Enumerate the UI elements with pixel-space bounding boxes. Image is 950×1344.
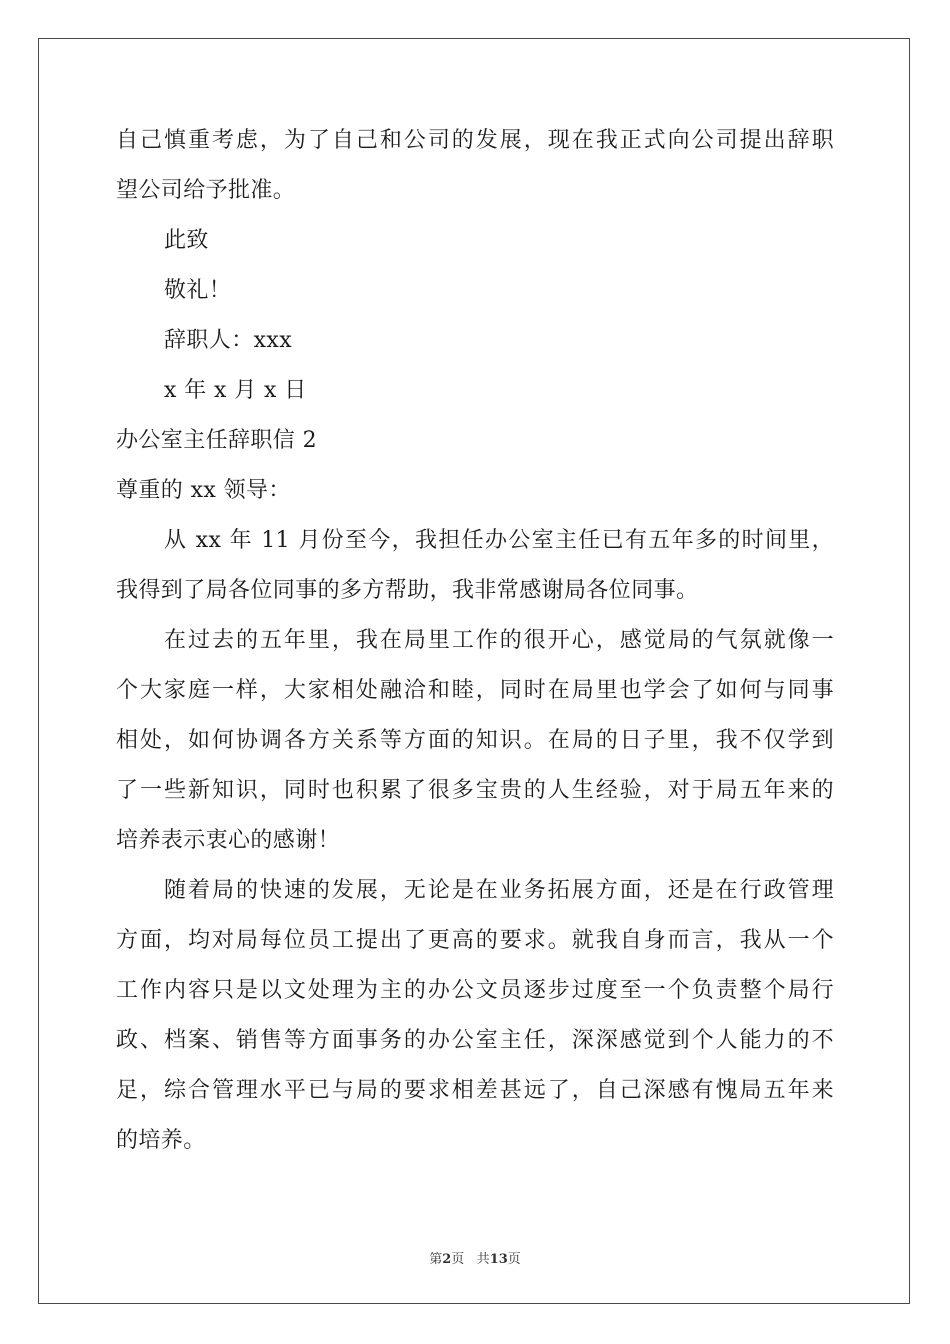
page-footer [0,1248,950,1267]
document-line: 工作内容只是以文处理为主的办公文员逐步过度至一个负责整个局行 [116,978,834,1003]
document-line: 足，综合管理水平已与局的要求相差甚远了，自己深感有愧局五年来 [116,1078,834,1103]
document-line: 在过去的五年里，我在局里工作的很开心，感觉局的气氛就像一 [164,628,834,653]
document-line: 个大家庭一样，大家相处融洽和睦，同时在局里也学会了如何与同事 [116,678,834,703]
document-line: 随着局的快速的发展，无论是在业务拓展方面，还是在行政管理 [164,878,834,903]
footer-page-prefix: 第 [429,1252,443,1267]
document-line: 望公司给予批准。 [116,178,296,203]
footer-page-total: 13 [489,1252,508,1267]
document-line: 方面，均对局每位员工提出了更高的要求。就我自身而言，我从一个 [116,928,834,953]
document-line: 我得到了局各位同事的多方帮助，我非常感谢局各位同事。 [116,578,699,603]
document-line: 办公室主任辞职信 2 [116,428,317,453]
document-line: 政、档案、销售等方面事务的办公室主任，深深感觉到个人能力的不 [116,1028,834,1053]
document-line: 此致 [164,228,209,253]
document-line: 敬礼！ [164,278,232,303]
document-line: 自己慎重考虑，为了自己和公司的发展，现在我正式向公司提出辞职 [116,128,834,153]
document-line: x 年 x 月 x 日 [164,378,307,403]
document-line: 辞职人：xxx [164,328,293,353]
document-line: 从 xx 年 11 月份至今，我担任办公室主任已有五年多的时间里， [164,528,834,553]
document-line: 了一些新知识，同时也积累了很多宝贵的人生经验，对于局五年来的 [116,778,834,803]
document-line: 的培养。 [116,1128,206,1153]
document-line: 相处，如何协调各方关系等方面的知识。在局的日子里，我不仅学到 [116,728,834,753]
document-line: 培养表示衷心的感谢！ [116,828,341,853]
footer-total-prefix: 共 [476,1252,490,1267]
footer-page-suffix: 页 [451,1252,465,1267]
footer-total-suffix: 页 [507,1252,521,1267]
footer-page-current: 2 [442,1252,452,1267]
document-line: 尊重的 xx 领导： [116,478,291,503]
